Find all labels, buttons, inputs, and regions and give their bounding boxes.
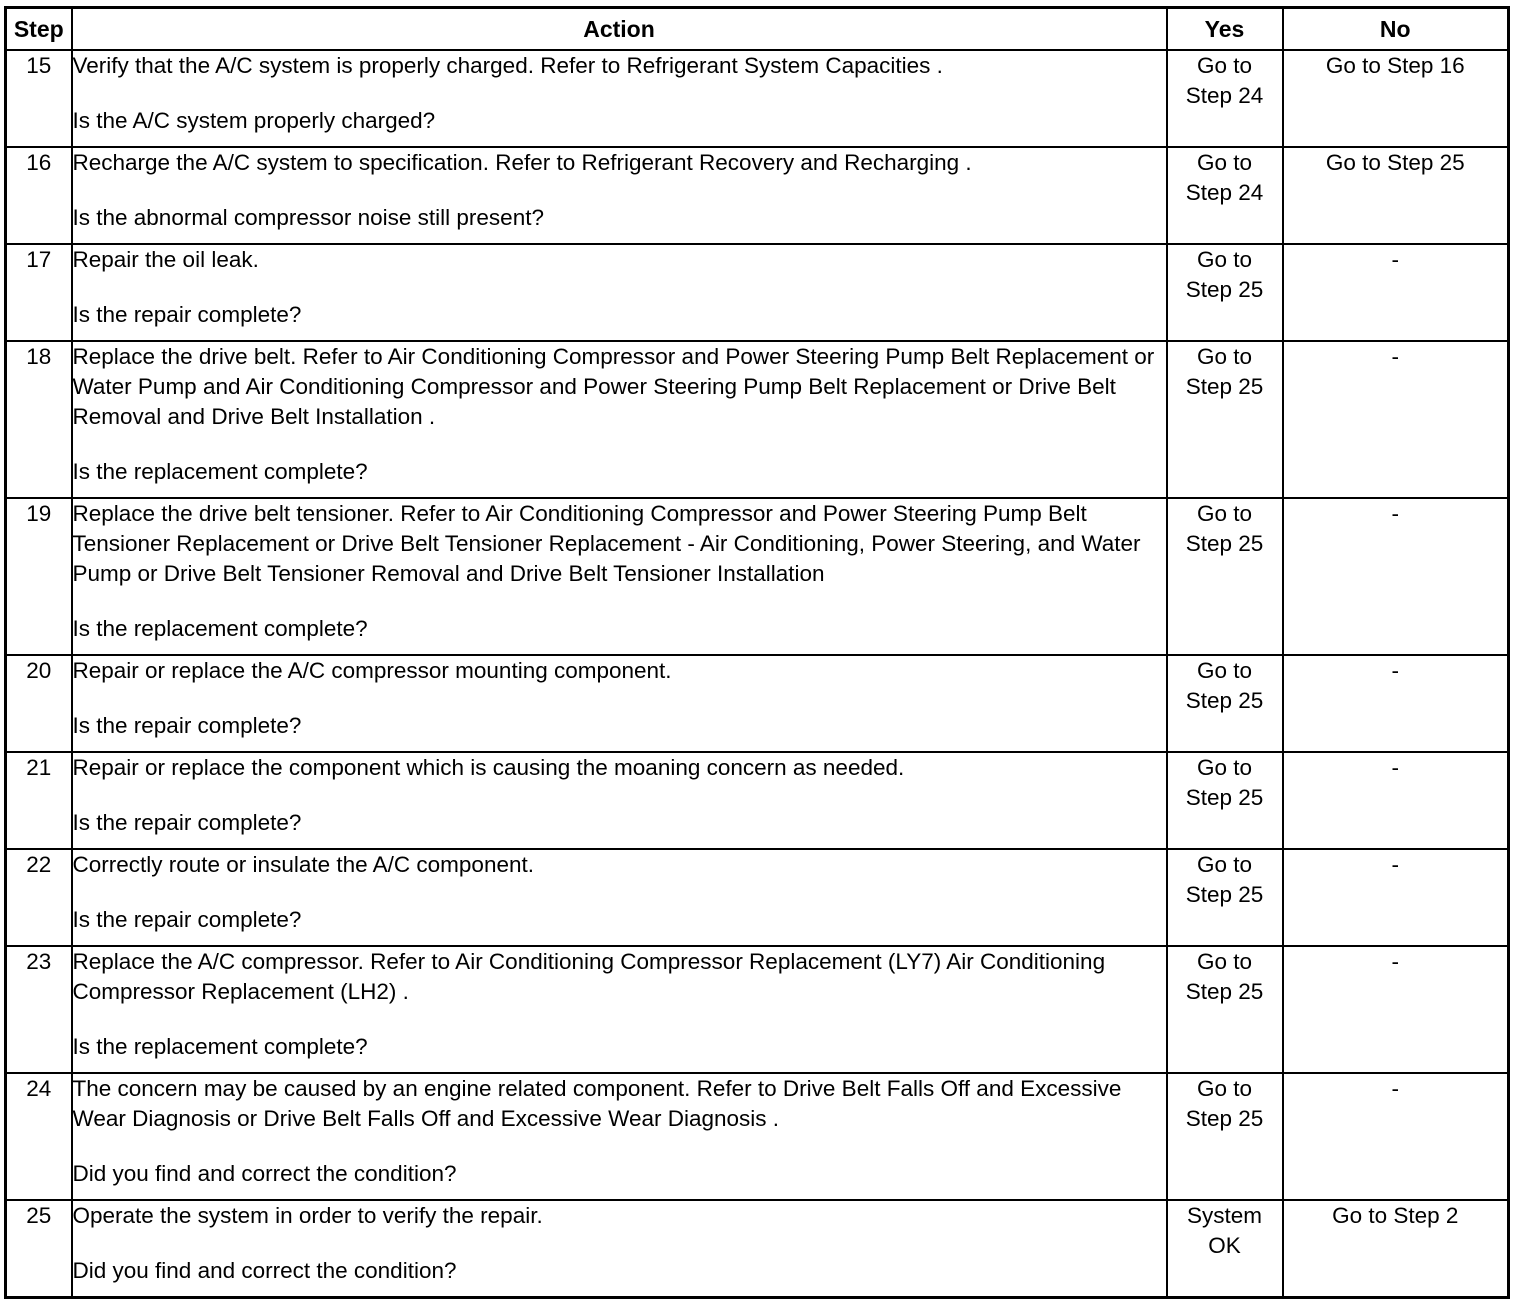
action-cell bbox=[72, 50, 1167, 147]
action-question: Did you find and correct the condition? bbox=[72, 1161, 457, 1186]
yes-result: Go to Step 25 bbox=[1185, 1076, 1264, 1131]
no-result: - bbox=[1391, 658, 1399, 683]
action-instruction: Replace the drive belt. Refer to Air Conditioning Compressor and Power Steering Pump Belt Replacement or Water Pump and Air Conditioning Compressor and Power Steering Pump Belt Replacement or Drive Belt Removal and Drive Belt Installation . bbox=[72, 344, 1161, 429]
action-question: Is the replacement complete? bbox=[72, 459, 368, 484]
header-no: No bbox=[1283, 8, 1509, 51]
yes-result: Go to Step 25 bbox=[1185, 755, 1264, 810]
action-question: Is the replacement complete? bbox=[72, 616, 368, 641]
table-row bbox=[6, 655, 1509, 752]
action-question: Is the repair complete? bbox=[72, 810, 302, 835]
no-result: - bbox=[1391, 1076, 1399, 1101]
no-cell bbox=[1283, 147, 1509, 244]
no-result: Go to Step 2 bbox=[1332, 1203, 1459, 1228]
no-result: Go to Step 16 bbox=[1325, 53, 1465, 78]
action-instruction: Replace the drive belt tensioner. Refer to Air Conditioning Compressor and Power Steering Pump Belt Tensioner Replacement or Drive Belt Tensioner Replacement - Air Conditioning, Power Steering, and Water Pump or Drive Belt Tensioner Removal and Drive Belt Tensioner Installation bbox=[72, 501, 1147, 586]
header-yes: Yes bbox=[1167, 8, 1283, 51]
yes-result: Go to Step 25 bbox=[1185, 949, 1264, 1004]
step-number: 23 bbox=[6, 946, 72, 1073]
table-row bbox=[6, 244, 1509, 341]
yes-result: Go to Step 25 bbox=[1185, 247, 1264, 302]
step-number: 17 bbox=[6, 244, 72, 341]
no-result: - bbox=[1391, 755, 1399, 780]
step-number: 20 bbox=[6, 655, 72, 752]
step-number: 18 bbox=[6, 341, 72, 498]
diagnostic-table bbox=[4, 6, 1510, 1299]
no-result: Go to Step 25 bbox=[1325, 150, 1465, 175]
no-result: - bbox=[1391, 852, 1399, 877]
action-question: Did you find and correct the condition? bbox=[72, 1258, 457, 1283]
no-cell bbox=[1283, 244, 1509, 341]
no-result: - bbox=[1391, 501, 1399, 526]
step-number: 16 bbox=[6, 147, 72, 244]
action-cell bbox=[72, 244, 1167, 341]
no-cell bbox=[1283, 1073, 1509, 1200]
yes-result: Go to Step 25 bbox=[1185, 658, 1264, 713]
action-instruction: Recharge the A/C system to specification. Refer to Refrigerant Recovery and Recharging . bbox=[72, 150, 972, 175]
action-question: Is the replacement complete? bbox=[72, 1034, 368, 1059]
yes-result: System OK bbox=[1186, 1203, 1262, 1258]
no-cell bbox=[1283, 498, 1509, 655]
yes-result: Go to Step 24 bbox=[1185, 150, 1264, 205]
yes-result: Go to Step 25 bbox=[1185, 501, 1264, 556]
yes-cell bbox=[1167, 498, 1283, 655]
yes-cell bbox=[1167, 1200, 1283, 1297]
table-row bbox=[6, 1073, 1509, 1200]
action-question: Is the abnormal compressor noise still present? bbox=[72, 205, 544, 230]
step-number: 22 bbox=[6, 849, 72, 946]
table-row bbox=[6, 752, 1509, 849]
no-result: - bbox=[1391, 344, 1399, 369]
yes-cell bbox=[1167, 147, 1283, 244]
table-body bbox=[6, 50, 1509, 1297]
header-action: Action bbox=[72, 8, 1167, 51]
no-cell bbox=[1283, 946, 1509, 1073]
action-cell bbox=[72, 946, 1167, 1073]
no-cell bbox=[1283, 50, 1509, 147]
no-cell bbox=[1283, 849, 1509, 946]
action-question: Is the repair complete? bbox=[72, 713, 302, 738]
action-cell bbox=[72, 752, 1167, 849]
action-instruction: Correctly route or insulate the A/C component. bbox=[72, 852, 534, 877]
action-cell bbox=[72, 498, 1167, 655]
header-row bbox=[6, 8, 1509, 51]
yes-cell bbox=[1167, 50, 1283, 147]
yes-result: Go to Step 25 bbox=[1185, 344, 1264, 399]
action-question: Is the repair complete? bbox=[72, 907, 302, 932]
no-result: - bbox=[1391, 949, 1399, 974]
table-row bbox=[6, 946, 1509, 1073]
yes-cell bbox=[1167, 1073, 1283, 1200]
step-number: 15 bbox=[6, 50, 72, 147]
yes-result: Go to Step 24 bbox=[1185, 53, 1264, 108]
step-number: 21 bbox=[6, 752, 72, 849]
action-instruction: Operate the system in order to verify the repair. bbox=[72, 1203, 543, 1228]
action-cell bbox=[72, 849, 1167, 946]
no-result: - bbox=[1391, 247, 1399, 272]
yes-cell bbox=[1167, 946, 1283, 1073]
yes-cell bbox=[1167, 341, 1283, 498]
step-number: 25 bbox=[6, 1200, 72, 1297]
no-cell bbox=[1283, 1200, 1509, 1297]
action-cell bbox=[72, 147, 1167, 244]
action-instruction: The concern may be caused by an engine related component. Refer to Drive Belt Falls Off and Excessive Wear Diagnosis or Drive Belt Falls Off and Excessive Wear Diagnosis . bbox=[72, 1076, 1128, 1131]
action-question: Is the A/C system properly charged? bbox=[72, 108, 436, 133]
action-instruction: Repair the oil leak. bbox=[72, 247, 259, 272]
yes-result: Go to Step 25 bbox=[1185, 852, 1264, 907]
table-row bbox=[6, 849, 1509, 946]
action-cell bbox=[72, 1073, 1167, 1200]
yes-cell bbox=[1167, 655, 1283, 752]
header-step: Step bbox=[6, 8, 72, 51]
table-row bbox=[6, 1200, 1509, 1297]
action-question: Is the repair complete? bbox=[72, 302, 302, 327]
action-cell bbox=[72, 655, 1167, 752]
table-row bbox=[6, 341, 1509, 498]
table-row bbox=[6, 147, 1509, 244]
action-cell bbox=[72, 341, 1167, 498]
action-instruction: Repair or replace the A/C compressor mounting component. bbox=[72, 658, 672, 683]
yes-cell bbox=[1167, 849, 1283, 946]
no-cell bbox=[1283, 752, 1509, 849]
action-instruction: Repair or replace the component which is causing the moaning concern as needed. bbox=[72, 755, 905, 780]
step-number: 19 bbox=[6, 498, 72, 655]
action-instruction: Replace the A/C compressor. Refer to Air Conditioning Compressor Replacement (LY7) Air Conditioning Compressor Replacement (LH2) . bbox=[72, 949, 1112, 1004]
no-cell bbox=[1283, 341, 1509, 498]
table-row bbox=[6, 498, 1509, 655]
no-cell bbox=[1283, 655, 1509, 752]
table-row bbox=[6, 50, 1509, 147]
yes-cell bbox=[1167, 752, 1283, 849]
action-instruction: Verify that the A/C system is properly charged. Refer to Refrigerant System Capacities . bbox=[72, 53, 943, 78]
action-cell bbox=[72, 1200, 1167, 1297]
yes-cell bbox=[1167, 244, 1283, 341]
step-number: 24 bbox=[6, 1073, 72, 1200]
